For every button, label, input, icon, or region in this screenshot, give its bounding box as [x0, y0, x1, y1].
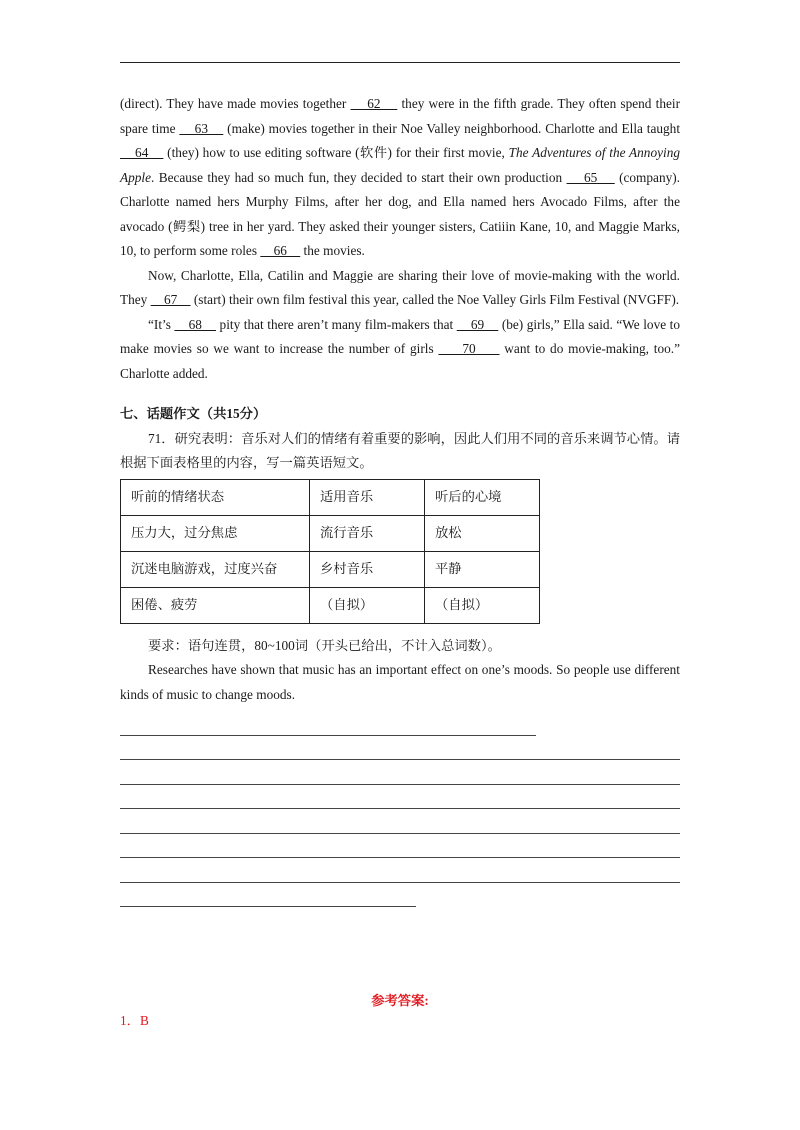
table-header-cell: 适用音乐 — [310, 479, 425, 515]
table-cell: 压力大，过分焦虑 — [121, 515, 310, 551]
writing-lines[interactable] — [120, 711, 680, 907]
text: pity that there aren’t many film-makers that — [216, 316, 457, 332]
mood-music-table — [120, 479, 540, 624]
text: want to do movie-making, too.” Charlotte added. — [120, 341, 681, 381]
table-header-row — [121, 479, 540, 515]
table-cell: （自拟） — [425, 587, 540, 623]
writing-line[interactable] — [120, 858, 680, 883]
text: they were in the fifth grade. They often spend their spare time — [120, 96, 680, 136]
blank-62: 62 — [350, 96, 398, 111]
table-cell: 放松 — [425, 515, 540, 551]
table-cell: 乡村音乐 — [310, 551, 425, 587]
blank-63: 63 — [179, 120, 224, 136]
table-cell: 沉迷电脑游戏，过度兴奋 — [121, 551, 310, 587]
text: . Because they had so much fun, they decided to start their own production — [151, 169, 567, 185]
text: (be) girls,” Ella said. “We love to make movies so we want to increase the number of girls — [120, 316, 680, 356]
writing-line[interactable] — [120, 809, 680, 834]
blank-68: 68 — [174, 316, 217, 332]
blank-67: 67 — [150, 292, 191, 307]
text: “It’s — [148, 316, 175, 332]
table-header-cell: 听后的心境 — [425, 479, 540, 515]
writing-instruction: 71．研究表明：音乐对人们的情绪有着重要的影响，因此人们用不同的音乐来调节心情。请根据下面表格里的内容，写一篇英语短文。 — [120, 430, 680, 470]
passage-paragraph-1 — [120, 92, 680, 264]
passage-paragraph-2 — [120, 264, 680, 313]
header-rule — [120, 62, 680, 63]
table-cell: 困倦、疲劳 — [121, 587, 310, 623]
blank-70: 70 — [438, 341, 500, 356]
table-row — [121, 515, 540, 551]
text: (company). Charlotte named hers Murphy Films, after her dog, and Ella named hers Avocado Films, after the avocado (鳄梨) tree in her yard. They asked their younger sisters, Catiiin Kane, 10, and Maggie Marks, 10, to perform some roles — [120, 169, 680, 258]
table-cell: 流行音乐 — [310, 515, 425, 551]
text: the movies. — [300, 243, 365, 258]
writing-line[interactable] — [120, 760, 680, 785]
blank-69: 69 — [456, 316, 499, 332]
page-content — [120, 92, 680, 907]
table-header-cell: 听前的情绪状态 — [121, 479, 310, 515]
writing-line[interactable] — [120, 883, 416, 908]
movie-title: The Adventures of the Annoying Apple — [120, 145, 680, 185]
blank-65: 65 — [566, 169, 615, 185]
blank-64: 64 — [120, 145, 164, 160]
writing-requirement: 要求：语句连贯，80~100词（开头已给出，不计入总词数）。 — [148, 637, 501, 653]
text: (make) movies together in their Noe Valley neighborhood. Charlotte and Ella taught — [223, 120, 681, 136]
writing-line[interactable] — [120, 785, 680, 810]
section-title: 七、话题作文（共15分） — [120, 406, 267, 421]
answers-heading: 参考答案: — [371, 993, 429, 1008]
table-row — [121, 551, 540, 587]
essay-opening: Researches have shown that music has an important effect on one’s moods. So people use different kinds of music to change moods. — [120, 662, 680, 702]
writing-line[interactable] — [120, 736, 680, 761]
table-row — [121, 587, 540, 623]
text: (they) how to use editing software (软件) for their first movie, — [163, 145, 509, 160]
writing-line[interactable] — [120, 711, 536, 736]
text: (start) their own film festival this year, called the Noe Valley Girls Film Festival (NVGFF). — [190, 292, 680, 307]
passage-paragraph-3 — [120, 313, 680, 387]
text: Now, Charlotte, Ella, Catilin and Maggie are sharing their love of movie-making with the world. They — [120, 267, 680, 307]
writing-line[interactable] — [120, 834, 680, 859]
answer-item: 1．B — [120, 1013, 149, 1028]
table-cell: （自拟） — [310, 587, 425, 623]
table-cell: 平静 — [425, 551, 540, 587]
blank-66: 66 — [260, 243, 301, 258]
text: (direct). They have made movies together — [120, 96, 351, 111]
